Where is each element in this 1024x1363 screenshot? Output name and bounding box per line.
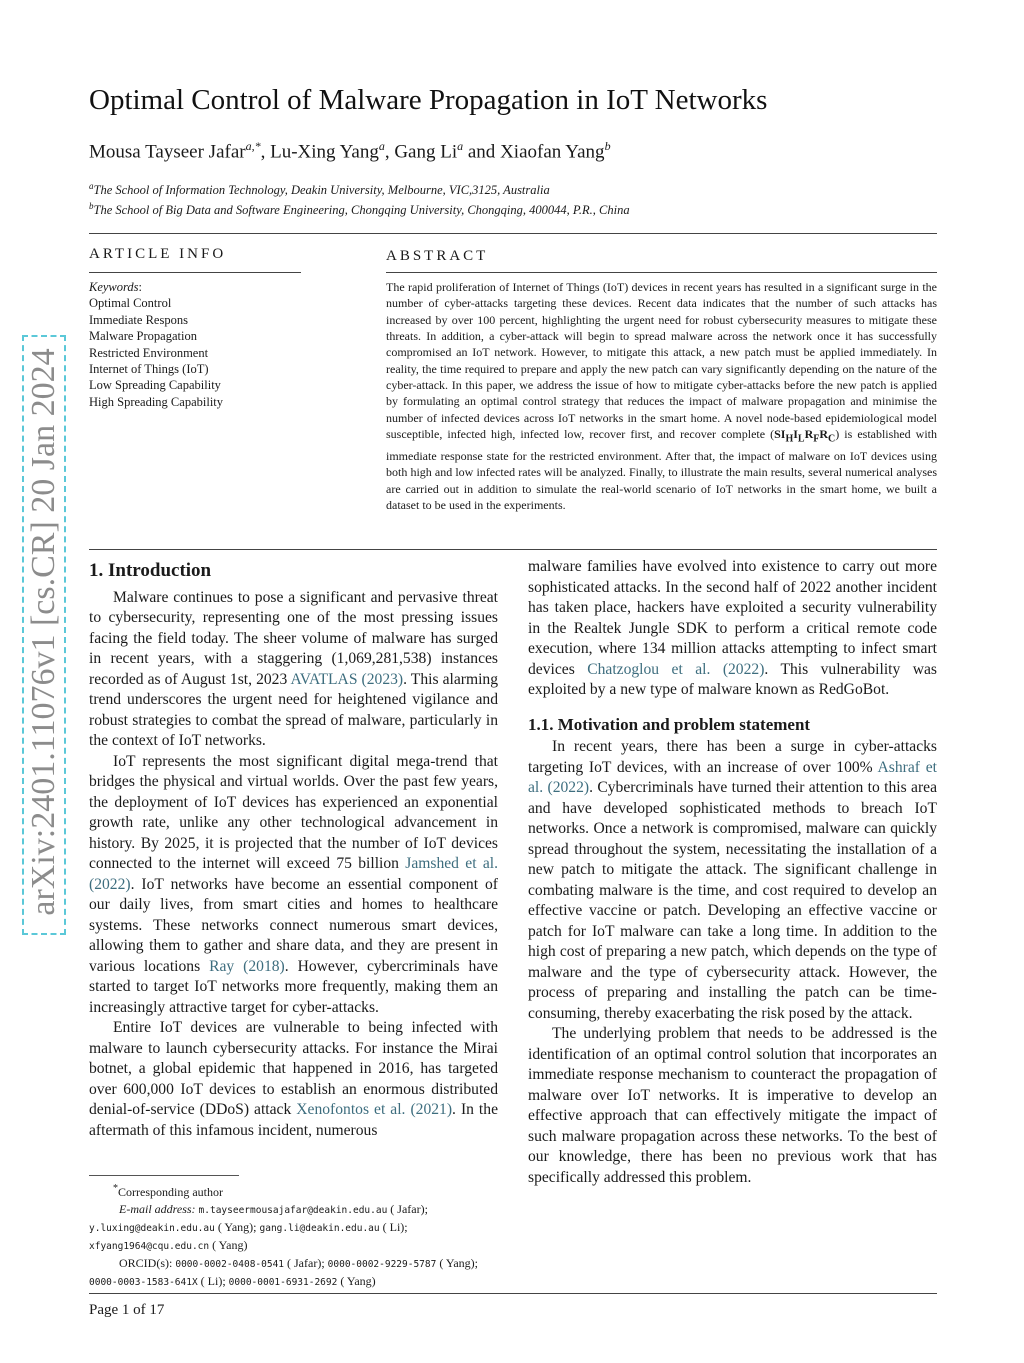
keyword-item: High Spreading Capability [89,394,224,409]
paper-title: Optimal Control of Malware Propagation in IoT Networks [89,84,768,116]
email-link[interactable]: m.tayseermousajafar@deakin.edu.au [198,1205,388,1216]
email-owner: ( Yang); [214,1220,260,1234]
orcid-owner: ( Jafar); [284,1256,328,1270]
model-subscript: L [797,433,805,445]
author-name: Mousa Tayseer Jafar [89,141,246,163]
email-link[interactable]: y.luxing@deakin.edu.au [89,1223,215,1234]
abstract-heading: ABSTRACT [386,248,489,264]
paragraph [528,557,937,701]
abstract-body: ) is established with immediate response state for the restricted environment. After that, the impact of malware on IoT devices using both high and low infected rates will be analyzed. Finally, to illustrate the main results, several numerical analyses are carried out in addition to simulate the real-world scenario of IoT networks in the smart home, we built a dataset to be used in the experiments. [386,427,938,512]
abstract-body: The rapid proliferation of Internet of Things (IoT) devices in recent years has resulted in a significant surge in the number of cyber-attacks targeting these devices. Recent data indicates that the number of such attacks has increased by over 100 percent, highlighting the urgent need for robust cybersecurity measures to mitigate these threats. In addition, a cyber-attack will begin to spread malware across the network once it has successfully compromised an IoT network. However, to mitigate this attack, a new patch must be applied immediately. In reality, the time required to prepare and apply the new patch can vary significantly depending on the nature of the cyber-attack. In this paper, we address the issue of how to mitigate cyber-attacks before the new patch is applied by formulating an optimal control strategy that reduces the impact of malware propagation and minimise the number of infected devices across IoT networks in the smart home. A novel node-based epidemiological model susceptible, infected high, infected low, recover first, and recover complete ( [386,280,937,442]
section-heading-introduction: 1. Introduction [89,560,212,581]
footer-rule [89,1293,937,1294]
footnote-rule [89,1175,239,1176]
keyword-item: Optimal Control [89,296,172,311]
orcid-link[interactable]: 0000-0003-1583-641X [89,1277,198,1288]
paragraph-text: . This vulnerability was exploited by a new type of malware known as RedGoBot. [528,660,937,698]
author-conjunction: and [467,141,496,163]
footnote-orcid [89,1255,499,1291]
page-number: Page 1 of 17 [89,1302,165,1318]
keywords-block: Keywords: Optimal Control Immediate Respons Malware Propagation Restricted Environment Internet of Things (IoT) Low Spreading Capability High Spreading Capability [89,280,224,409]
keyword-item: Restricted Environment [89,345,209,360]
citation-link[interactable]: Xenofontos et al. (2021) [296,1101,453,1118]
email-label: E-mail address: [119,1202,196,1216]
paragraph-text: Malware continues to pose a significant and pervasive threat to cybersecurity, representing one of the most pressing issues facing the field today. The sheer volume of malware has surged in recent years, with a staggering (1,069,281,538) instances recorded as of August 1st, 2023 [89,588,498,688]
email-link[interactable]: gang.li@deakin.edu.au [259,1223,380,1234]
affiliation-mark: b [89,201,94,211]
paragraph-text: . Cybercriminals have turned their attention to this area and have developed sophisticated methods to breach IoT networks. Once a network is compromised, malware can quickly spread throughout the system, necessitating the installation of a new patch to mitigate the attack. The significant challenge in combating malware is the time, and cost required to develop an effective vaccine or patch. Developing an effective vaccine or patch for IoT malware can take a long time. In addition to the high cost of preparing a new patch, which depends on the type of malware and the type of cybersecurity attack. However, the process of preparing and installing the patch can be time-consuming, thereby exacerbating the risk posed by the attack. [528,779,937,1022]
article-info-rule [89,272,301,273]
model-symbol: I [793,427,798,442]
model-symbol: R [819,427,829,442]
author-list: Mousa Tayseer Jafar$^{a,*}$, Lu-Xing Yang$^a$, Gang Li$^a$ and Xiaofan Yang$^b$ [89,139,611,163]
paragraph-text: . IoT networks have become an essential component of our daily lives, from smart cities and homes to healthcare systems. These networks connect numerous smart devices, allowing them to gather and share data, and they are present in various locations [89,875,498,975]
affiliation-text: The School of Big Data and Software Engineering, Chongqing University, Chongqing, 400044, P.R., China [93,203,630,218]
author-affil-mark: a,* [245,139,261,153]
paragraph-text: . This alarming trend underscores the urgent need for heightened vigilance and robust strategies to combat the spread of malware, particularly in the context of IoT networks. [89,670,498,749]
footnote-mark: * [113,1183,118,1194]
affiliation [89,181,550,198]
keyword-item: Low Spreading Capability [89,378,221,393]
citation-link[interactable]: AVATLAS (2023) [290,670,404,688]
left-column [89,561,498,1141]
affiliation-text: The School of Information Technology, Deakin University, Melbourne, VIC,3125, Australia [93,183,550,198]
paragraph [89,588,498,752]
keywords-label: Keywords [89,280,139,294]
footnote-emails [89,1201,499,1255]
orcid-link[interactable]: 0000-0001-6931-2692 [228,1277,338,1288]
footnote-text: Corresponding author [118,1185,223,1199]
footnote-corresponding [89,1180,499,1201]
paragraph-text: IoT represents the most significant digital mega-trend that bridges the physical and virtual worlds. Over the past few years, the deployment of IoT devices has experienced an exponential growth rate, unlike any other technological advancement in history. By 2025, it is projected that the number of IoT devices connected to the internet will exceed 75 billion [89,752,498,872]
email-owner: ( Jafar); [387,1202,428,1216]
model-subscript: H [785,433,794,445]
orcid-owner: ( Yang) [337,1274,376,1288]
affiliation [89,201,630,218]
email-owner: ( Li); [379,1220,408,1234]
author-name: Xiaofan Yang [500,141,605,163]
model-symbol: SI [774,427,786,442]
paragraph: The underlying problem that needs to be addressed is the identification of an optimal control solution that incorporates an immediate response mechanism to counteract the propagation of malware over IoT networks. It is imperative to develop an effective approach that can effectively mitigate the impact of such malware propagation across these networks. To the best of our knowledge, there has been no previous work that has specifically addressed this problem. [528,1025,937,1186]
arxiv-stamp[interactable]: arXiv:2401.11076v1 [cs.CR] 20 Jan 2024 [22,335,66,935]
orcid-link[interactable]: 0000-0002-0408-0541 [175,1259,285,1270]
paragraph-text: . In the aftermath of this infamous incident, numerous [89,1101,498,1139]
model-symbol: R [804,427,814,442]
paragraph [528,737,937,1024]
header-rule [89,233,937,234]
citation-link[interactable]: Chatzoglou et al. (2022) [587,660,765,678]
email-owner: ( Yang) [209,1238,248,1252]
email-link[interactable]: xfyang1964@cqu.edu.cn [89,1241,210,1252]
keyword-item: Malware Propagation [89,329,197,344]
author-affil-mark: b [604,139,611,153]
affiliation-mark: a [89,181,94,191]
abstract-text [386,279,937,513]
paragraph-text: Entire IoT devices are vulnerable to being infected with malware to launch cybersecurity attacks. For instance the Mirai botnet, a global epidemic that happened in 2016, has targeted over 600,000 IoT devices to establish an enormous distributed denial-of-service (DDoS) attack [89,1019,498,1118]
paragraph-text: malware families have evolved into existence to carry out more sophisticated attacks. In the second half of 2022 another incident has taken place, hackers have exploited a security vulnerability in the Realtek Jungle SDK to perform a critical remote code execution, where 134 million attacks attempting to infect smart devices [528,558,937,678]
citation-link[interactable]: Ray (2018) [209,957,285,975]
right-column [528,557,937,1188]
orcid-link[interactable]: 0000-0002-9229-5787 [327,1259,437,1270]
model-name [774,427,836,445]
author-affil-mark: a [457,139,464,153]
keyword-item: Internet of Things (IoT) [89,362,209,377]
keyword-item: Immediate Respons [89,312,188,327]
citation-link[interactable]: Jamshed et al. (2022) [89,855,498,893]
section-heading-motivation: 1.1. Motivation and problem statement [528,714,811,734]
orcid-owner: ( Li); [197,1274,229,1288]
paragraph [89,1018,498,1141]
author-name: Gang Li [394,141,458,163]
model-subscript: F [813,433,820,445]
abstract-rule [386,272,937,273]
orcid-owner: ( Yang); [436,1256,478,1270]
citation-link[interactable]: Ashraf et al. (2022) [528,758,937,796]
orcid-label: ORCID(s): [119,1256,176,1270]
paragraph-text: In recent years, there has been a surge in cyber-attacks targeting IoT devices, with an increase of over 100% [528,738,937,776]
abstract-bottom-rule [89,549,937,550]
paragraph [89,752,498,1019]
model-subscript: C [828,433,836,445]
author-name: Lu-Xing Yang [270,141,379,163]
author-affil-mark: a [378,139,385,153]
article-info-heading: ARTICLE INFO [89,246,227,262]
paragraph-text: . However, cybercriminals have started to target IoT networks more frequently, making them an increasingly attractive target for cyber-attacks. [89,957,498,1016]
footnotes [89,1180,499,1291]
